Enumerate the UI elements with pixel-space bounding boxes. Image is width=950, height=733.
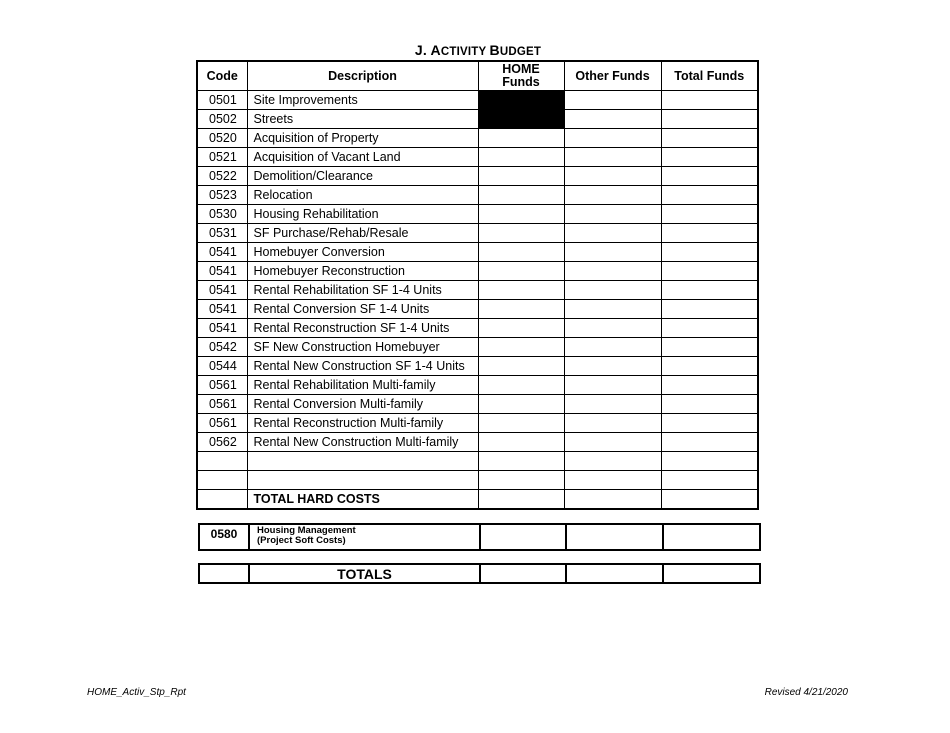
other-funds-cell[interactable] xyxy=(564,205,661,224)
budget-row xyxy=(197,433,758,452)
other-funds-cell[interactable] xyxy=(564,376,661,395)
other-funds-cell[interactable] xyxy=(564,414,661,433)
row-code: 0502 xyxy=(197,110,247,129)
home-funds-blocked-cell xyxy=(478,91,564,110)
total-funds-cell[interactable] xyxy=(661,167,758,186)
row-description: Rental Rehabilitation SF 1-4 Units xyxy=(247,281,478,300)
other-funds-cell[interactable] xyxy=(564,243,661,262)
total-funds-cell[interactable] xyxy=(661,338,758,357)
budget-row xyxy=(197,300,758,319)
home-funds-cell[interactable] xyxy=(478,414,564,433)
home-funds-cell[interactable] xyxy=(478,319,564,338)
total-funds-cell[interactable] xyxy=(661,262,758,281)
other-funds-cell[interactable] xyxy=(564,167,661,186)
row-code: 0531 xyxy=(197,224,247,243)
row-description: Acquisition of Property xyxy=(247,129,478,148)
row-description: Relocation xyxy=(247,186,478,205)
home-funds-cell[interactable] xyxy=(478,338,564,357)
col-header-description: Description xyxy=(247,61,478,91)
home-funds-cell[interactable] xyxy=(478,490,564,510)
home-funds-cell[interactable] xyxy=(478,148,564,167)
totals-total-funds-cell[interactable] xyxy=(663,564,760,583)
total-funds-cell[interactable] xyxy=(661,281,758,300)
row-code: 0541 xyxy=(197,281,247,300)
row-description: Acquisition of Vacant Land xyxy=(247,148,478,167)
row-code xyxy=(197,452,247,471)
budget-row xyxy=(197,357,758,376)
home-funds-cell[interactable] xyxy=(478,300,564,319)
home-funds-cell[interactable] xyxy=(478,281,564,300)
total-funds-cell[interactable] xyxy=(661,243,758,262)
budget-row xyxy=(197,205,758,224)
other-funds-cell[interactable] xyxy=(564,281,661,300)
total-funds-cell[interactable] xyxy=(661,319,758,338)
home-funds-blocked-cell xyxy=(478,110,564,129)
row-code: 0561 xyxy=(197,395,247,414)
row-code xyxy=(197,490,247,510)
totals-other-funds-cell[interactable] xyxy=(566,564,663,583)
row-code: 0501 xyxy=(197,91,247,110)
row-code xyxy=(197,471,247,490)
revision-date-footer: Revised 4/21/2020 xyxy=(764,687,848,698)
total-funds-cell[interactable] xyxy=(661,395,758,414)
form-id-footer: HOME_Activ_Stp_Rpt xyxy=(87,687,186,698)
home-funds-cell[interactable] xyxy=(478,243,564,262)
row-description xyxy=(247,452,478,471)
total-funds-cell[interactable] xyxy=(661,433,758,452)
totals-row xyxy=(199,564,760,583)
soft-costs-total-funds-cell[interactable] xyxy=(663,524,760,550)
soft-costs-home-funds-cell[interactable] xyxy=(480,524,566,550)
home-funds-cell[interactable] xyxy=(478,471,564,490)
form-title: J. ACTIVITY BUDGET xyxy=(414,42,542,58)
budget-row xyxy=(197,262,758,281)
col-header-home-funds: HOME Funds xyxy=(478,61,564,91)
total-funds-cell[interactable] xyxy=(661,490,758,510)
budget-row xyxy=(197,452,758,471)
other-funds-cell[interactable] xyxy=(564,395,661,414)
total-funds-cell[interactable] xyxy=(661,148,758,167)
total-funds-cell[interactable] xyxy=(661,205,758,224)
row-code: 0530 xyxy=(197,205,247,224)
row-description: Rental New Construction Multi-family xyxy=(247,433,478,452)
home-funds-cell[interactable] xyxy=(478,433,564,452)
other-funds-cell[interactable] xyxy=(564,148,661,167)
row-description: TOTAL HARD COSTS xyxy=(247,490,478,510)
row-code: 0520 xyxy=(197,129,247,148)
home-funds-cell[interactable] xyxy=(478,357,564,376)
row-code: 0541 xyxy=(197,319,247,338)
total-funds-cell[interactable] xyxy=(661,300,758,319)
row-description: Rental Reconstruction SF 1-4 Units xyxy=(247,319,478,338)
total-funds-cell[interactable] xyxy=(661,129,758,148)
row-code: 0541 xyxy=(197,243,247,262)
total-funds-cell[interactable] xyxy=(661,110,758,129)
total-funds-cell[interactable] xyxy=(661,186,758,205)
total-funds-cell[interactable] xyxy=(661,471,758,490)
row-description: SF Purchase/Rehab/Resale xyxy=(247,224,478,243)
budget-row xyxy=(197,471,758,490)
row-description: SF New Construction Homebuyer xyxy=(247,338,478,357)
budget-row xyxy=(197,224,758,243)
row-description: Homebuyer Reconstruction xyxy=(247,262,478,281)
budget-row xyxy=(197,167,758,186)
home-funds-cell[interactable] xyxy=(478,376,564,395)
row-description xyxy=(247,471,478,490)
row-code: 0521 xyxy=(197,148,247,167)
row-code: 0541 xyxy=(197,262,247,281)
budget-row xyxy=(197,414,758,433)
home-funds-cell[interactable] xyxy=(478,205,564,224)
total-funds-cell[interactable] xyxy=(661,224,758,243)
budget-row xyxy=(197,490,758,510)
home-funds-cell[interactable] xyxy=(478,452,564,471)
soft-costs-other-funds-cell[interactable] xyxy=(566,524,663,550)
other-funds-cell[interactable] xyxy=(564,338,661,357)
row-description: Housing Rehabilitation xyxy=(247,205,478,224)
budget-row xyxy=(197,338,758,357)
col-header-total-funds: Total Funds xyxy=(661,61,758,91)
other-funds-cell[interactable] xyxy=(564,186,661,205)
home-funds-cell[interactable] xyxy=(478,167,564,186)
row-code: 0542 xyxy=(197,338,247,357)
soft-costs-code: 0580 xyxy=(199,524,249,550)
col-header-other-funds: Other Funds xyxy=(564,61,661,91)
total-funds-cell[interactable] xyxy=(661,91,758,110)
row-description: Rental Rehabilitation Multi-family xyxy=(247,376,478,395)
total-funds-cell[interactable] xyxy=(661,357,758,376)
other-funds-cell[interactable] xyxy=(564,452,661,471)
row-code: 0522 xyxy=(197,167,247,186)
budget-row xyxy=(197,376,758,395)
row-description: Homebuyer Conversion xyxy=(247,243,478,262)
col-header-code: Code xyxy=(197,61,247,91)
row-description: Rental Conversion SF 1-4 Units xyxy=(247,300,478,319)
row-description: Rental Reconstruction Multi-family xyxy=(247,414,478,433)
budget-row xyxy=(197,129,758,148)
other-funds-cell[interactable] xyxy=(564,490,661,510)
row-description: Demolition/Clearance xyxy=(247,167,478,186)
activity-budget-table xyxy=(196,60,759,510)
soft-costs-description: Housing Management (Project Soft Costs) xyxy=(249,524,480,550)
total-funds-cell[interactable] xyxy=(661,452,758,471)
other-funds-cell[interactable] xyxy=(564,300,661,319)
row-code: 0544 xyxy=(197,357,247,376)
totals-code-cell xyxy=(199,564,249,583)
header-row xyxy=(197,61,758,91)
soft-costs-table xyxy=(198,523,761,551)
row-description: Streets xyxy=(247,110,478,129)
total-funds-cell[interactable] xyxy=(661,376,758,395)
row-code: 0523 xyxy=(197,186,247,205)
row-code: 0562 xyxy=(197,433,247,452)
row-description: Rental New Construction SF 1-4 Units xyxy=(247,357,478,376)
budget-row xyxy=(197,110,758,129)
totals-home-funds-cell[interactable] xyxy=(480,564,566,583)
row-description: Site Improvements xyxy=(247,91,478,110)
row-code: 0541 xyxy=(197,300,247,319)
home-funds-cell[interactable] xyxy=(478,186,564,205)
home-funds-cell[interactable] xyxy=(478,224,564,243)
budget-row xyxy=(197,148,758,167)
home-funds-cell[interactable] xyxy=(478,129,564,148)
other-funds-cell[interactable] xyxy=(564,129,661,148)
budget-row xyxy=(197,395,758,414)
row-code: 0561 xyxy=(197,376,247,395)
other-funds-cell[interactable] xyxy=(564,262,661,281)
total-funds-cell[interactable] xyxy=(661,414,758,433)
budget-row xyxy=(197,243,758,262)
budget-row xyxy=(197,319,758,338)
other-funds-cell[interactable] xyxy=(564,471,661,490)
other-funds-cell[interactable] xyxy=(564,224,661,243)
totals-label: TOTALS xyxy=(249,564,480,583)
budget-row xyxy=(197,281,758,300)
budget-row xyxy=(197,91,758,110)
other-funds-cell[interactable] xyxy=(564,110,661,129)
other-funds-cell[interactable] xyxy=(564,319,661,338)
row-description: Rental Conversion Multi-family xyxy=(247,395,478,414)
soft-costs-row xyxy=(199,524,760,550)
totals-table xyxy=(198,563,761,584)
other-funds-cell[interactable] xyxy=(564,91,661,110)
other-funds-cell[interactable] xyxy=(564,433,661,452)
row-code: 0561 xyxy=(197,414,247,433)
home-funds-cell[interactable] xyxy=(478,262,564,281)
budget-row xyxy=(197,186,758,205)
home-funds-cell[interactable] xyxy=(478,395,564,414)
other-funds-cell[interactable] xyxy=(564,357,661,376)
